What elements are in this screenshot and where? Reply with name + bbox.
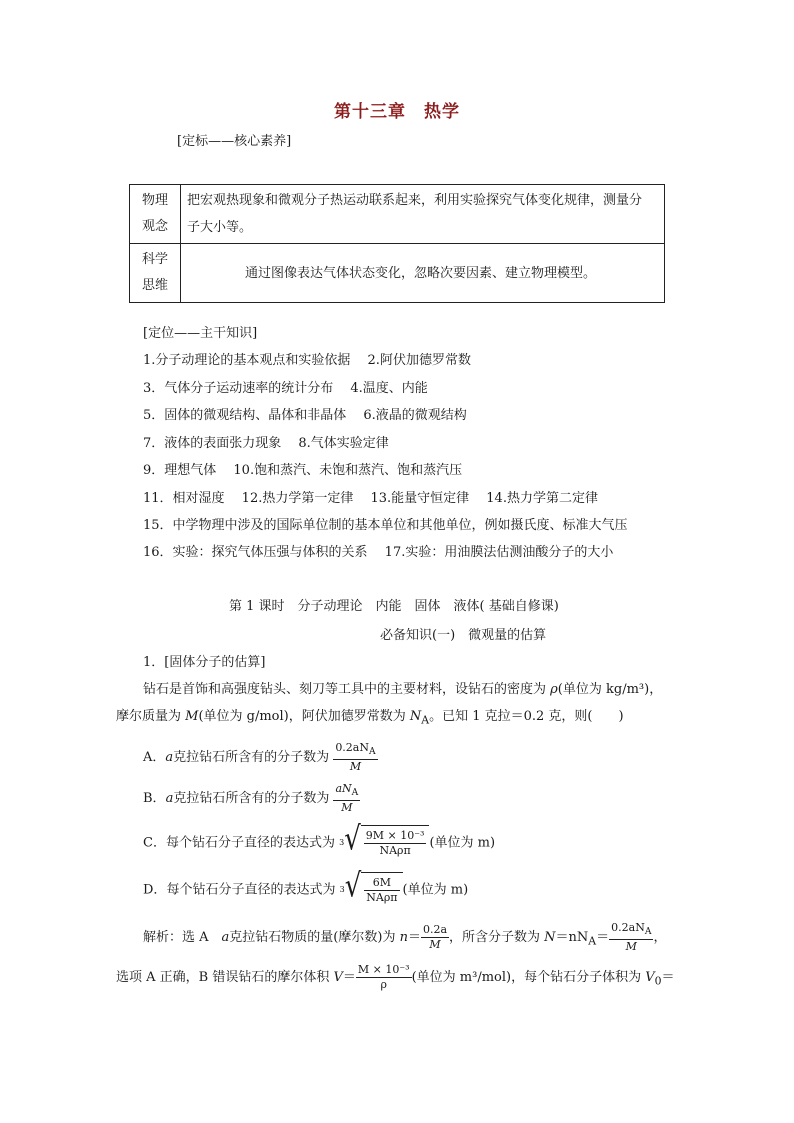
option-a[interactable]: A．a克拉钻石所含有的分子数为 $\frac{0.2aN_A}{M}$ [143, 741, 376, 774]
knowledge-item: 5．固体的微观结构、晶体和非晶体 6.液晶的微观结构 [143, 408, 467, 423]
knowledge-item: 15．中学物理中涉及的国际单位制的基本单位和其他单位，例如摄氏度、标准大气压 [143, 518, 628, 533]
knowledge-item: 9．理想气体 10.饱和蒸汽、未饱和蒸汽、饱和蒸汽压 [143, 463, 463, 478]
solution-line-2: 选项 A 正确，B 错误钻石的摩尔体积 V＝ $\frac{\text{M × 10⁻³}}{\rho}$ (单位为 m³/mol)，每个钻石分子体积为 $V_0=$ [116, 963, 675, 991]
core-literacy-heading: [定标——核心素养] [177, 134, 292, 149]
question-text: 。已知 1 克拉＝0.2 克，则( ) [429, 709, 624, 724]
question-heading: 1．[固体分子的估算] [143, 655, 266, 670]
knowledge-item: 11．相对湿度 12.热力学第一定律 13.能量守恒定律 14.热力学第二定律 [143, 491, 598, 506]
fraction: $\frac{0.2aN_A}{M}$ [335, 741, 376, 774]
question-text: 钻石是首饰和高强度钻头、刻刀等工具中的主要材料，设钻石的密度为 [143, 682, 551, 697]
core-literacy-table [129, 184, 665, 303]
chapter-title: 第十三章 热学 [334, 102, 460, 122]
molar-mass-symbol: M [185, 709, 199, 724]
table-row [130, 185, 665, 244]
row-label-scientific-thinking: 科学 思维 [141, 252, 168, 293]
table-row-label [130, 244, 181, 303]
fraction: $\frac{aN_A}{M}$ [335, 782, 359, 815]
avogadro-symbol: N [409, 709, 422, 724]
option-d[interactable]: D．每个钻石分子直径的表达式为 3 √ $\frac{6M}{\text{NAρπ}}$ (单位为 m) [143, 872, 468, 909]
fraction: $\frac{\text{M × 10⁻³}}{\rho}$ [357, 963, 410, 991]
table-row-label [130, 185, 181, 244]
table-row-content: 把宏观热现象和微观分子热运动联系起来，利用实验探究气体变化规律，测量分子大小等。 [181, 185, 665, 244]
fraction: $\frac{0.2aN_A}{M}$ [611, 921, 652, 954]
section-title: 必备知识(一) 微观量的估算 [380, 628, 547, 643]
option-b[interactable]: B．a克拉钻石所含有的分子数为 $\frac{aN_A}{M}$ [143, 782, 359, 815]
question-text: (单位为 kg/m³)， [557, 682, 663, 697]
cube-root: 3 √ $\frac{\text{9M × 10⁻³}}{\text{NAρπ}}$ [339, 825, 429, 861]
knowledge-heading: [定位——主干知识] [143, 326, 258, 341]
knowledge-item: 3．气体分子运动速率的统计分布 4.温度、内能 [143, 381, 428, 396]
question-text: 摩尔质量为 [116, 709, 186, 724]
fraction: $\frac{0.2a}{M}$ [422, 923, 448, 952]
row-label-physics-concept: 物理 观念 [141, 193, 168, 234]
lesson-title: 第 1 课时 分子动理论 内能 固体 液体( 基础自修课) [229, 599, 559, 614]
question-text: (单位为 g/mol)，阿伏加德罗常数为 [198, 709, 410, 724]
knowledge-item: 7．液体的表面张力现象 8.气体实验定律 [143, 436, 389, 451]
table-row [130, 244, 665, 303]
table-row-content: 通过图像表达气体状态变化，忽略次要因素、建立物理模型。 [181, 244, 665, 303]
option-c[interactable]: C．每个钻石分子直径的表达式为 3 √ $\frac{\text{9M × 10⁻³}}{\text{NAρπ}}$ (单位为 m) [143, 825, 495, 862]
question-line-2: 摩尔质量为 M(单位为 g/mol)，阿伏加德罗常数为 $N_A$。已知 1 克拉＝0.2 克，则( ) [116, 709, 624, 727]
question-line-1 [143, 681, 662, 699]
solution-line-1: 解析：选 A a克拉钻石物质的量(摩尔数)为 n＝ $\frac{0.2a}{M}$ ，所含分子数为 $N=nN_A=$ $\frac{0.2aN_A}{M}$ ， [143, 921, 667, 954]
density-symbol: ρ [550, 682, 558, 697]
knowledge-item: 16．实验：探究气体压强与体积的关系 17.实验：用油膜法估测油酸分子的大小 [143, 545, 614, 560]
knowledge-item: 1.分子动理论的基本观点和实验依据 2.阿伏加德罗常数 [143, 353, 471, 368]
cube-root: 3 √ $\frac{6M}{\text{NAρπ}}$ [340, 872, 403, 908]
